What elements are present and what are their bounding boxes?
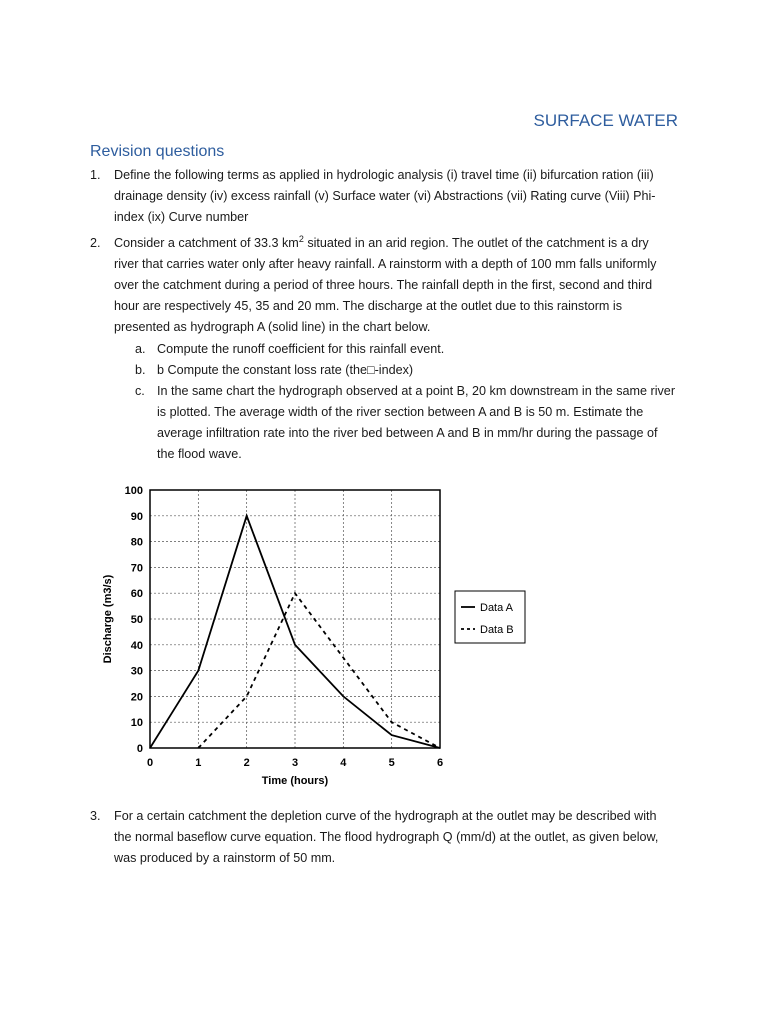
legend-label: Data A xyxy=(480,602,514,614)
y-tick-label: 80 xyxy=(130,536,143,549)
sub-question-text: In the same chart the hydrograph observed at a point B, 20 km downstream in the same river is plotted. The average width of the river section between A and B is 50 m. Estimate the average infiltration rate into the river bed between A and B in mm/hr during the passage of the flood wave. xyxy=(157,384,676,461)
y-axis-ticks xyxy=(125,485,143,755)
x-tick-label: 6 xyxy=(436,757,444,769)
chart-grid xyxy=(150,490,440,748)
x-tick-label: 4 xyxy=(340,757,347,769)
sub-question-letter: c. xyxy=(135,384,145,398)
sub-question-letter: b. xyxy=(135,363,146,377)
sub-question-text: Compute the runoff coefficient for this rainfall event. xyxy=(157,342,445,356)
sub-question-b xyxy=(135,360,675,381)
question-text-part: Consider a catchment of 33.3 km xyxy=(114,236,299,250)
chart-legend xyxy=(455,591,525,643)
question-1 xyxy=(90,165,675,228)
question-number: 1. xyxy=(90,168,101,182)
y-tick-label: 10 xyxy=(130,717,143,730)
y-tick-label: 50 xyxy=(130,614,143,626)
x-tick-label: 2 xyxy=(243,757,250,769)
sub-question-letter: a. xyxy=(135,342,146,356)
y-axis-label: Discharge (m3/s) xyxy=(102,574,114,664)
y-tick-label: 0 xyxy=(136,743,143,755)
sub-question-a xyxy=(135,339,675,360)
x-tick-label: 1 xyxy=(195,757,202,769)
question-2 xyxy=(90,233,675,338)
sub-question-c xyxy=(135,381,675,465)
y-tick-label: 70 xyxy=(130,562,143,575)
x-tick-label: 3 xyxy=(291,757,299,769)
sub-question-text: b Compute the constant loss rate (the□-index) xyxy=(157,363,414,377)
legend-label: Data B xyxy=(480,624,514,636)
y-tick-label: 30 xyxy=(130,665,143,678)
hydrograph-chart xyxy=(95,478,545,793)
superscript: 2 xyxy=(298,233,304,244)
y-tick-label: 60 xyxy=(130,588,143,601)
y-tick-label: 100 xyxy=(124,485,143,497)
question-number: 2. xyxy=(90,236,101,250)
x-axis-label: Time (hours) xyxy=(261,775,329,787)
y-tick-label: 90 xyxy=(130,510,143,523)
question-text: For a certain catchment the depletion curve of the hydrograph at the outlet may be described with the normal baseflow curve equation. The flood hydrograph Q (mm/d) at the outlet, as given below, was produced by a rainstorm of 50 mm. xyxy=(114,809,659,865)
x-axis-ticks xyxy=(147,757,443,769)
x-tick-label: 0 xyxy=(146,757,154,769)
question-number: 3. xyxy=(90,809,101,823)
question-text xyxy=(114,233,675,338)
y-tick-label: 40 xyxy=(130,639,143,652)
question-text-part: situated in an arid region. The outlet of the catchment is a dry river that carries water only after heavy rainfall. A rainstorm with a depth of 100 mm falls uniformly over the catchment during a period of three hours. The rainfall depth in the first, second and third hour are respectively 45, 35 and 20 mm. The discharge at the outlet due to this rainstorm is presented as hydrograph A (solid line) in the chart below. xyxy=(114,236,657,334)
question-3 xyxy=(90,806,675,869)
question-text: Define the following terms as applied in hydrologic analysis (i) travel time (ii) bifurcation ration (iii) drainage density (iv) excess rainfall (v) Surface water (vi) Abstractions (vii) Rating curve (Viii) Phi-index (ix) Curve number xyxy=(114,168,656,224)
x-tick-label: 5 xyxy=(388,757,395,769)
page-title: SURFACE WATER xyxy=(533,111,678,130)
y-tick-label: 20 xyxy=(130,691,143,704)
section-subtitle: Revision questions xyxy=(90,143,225,160)
